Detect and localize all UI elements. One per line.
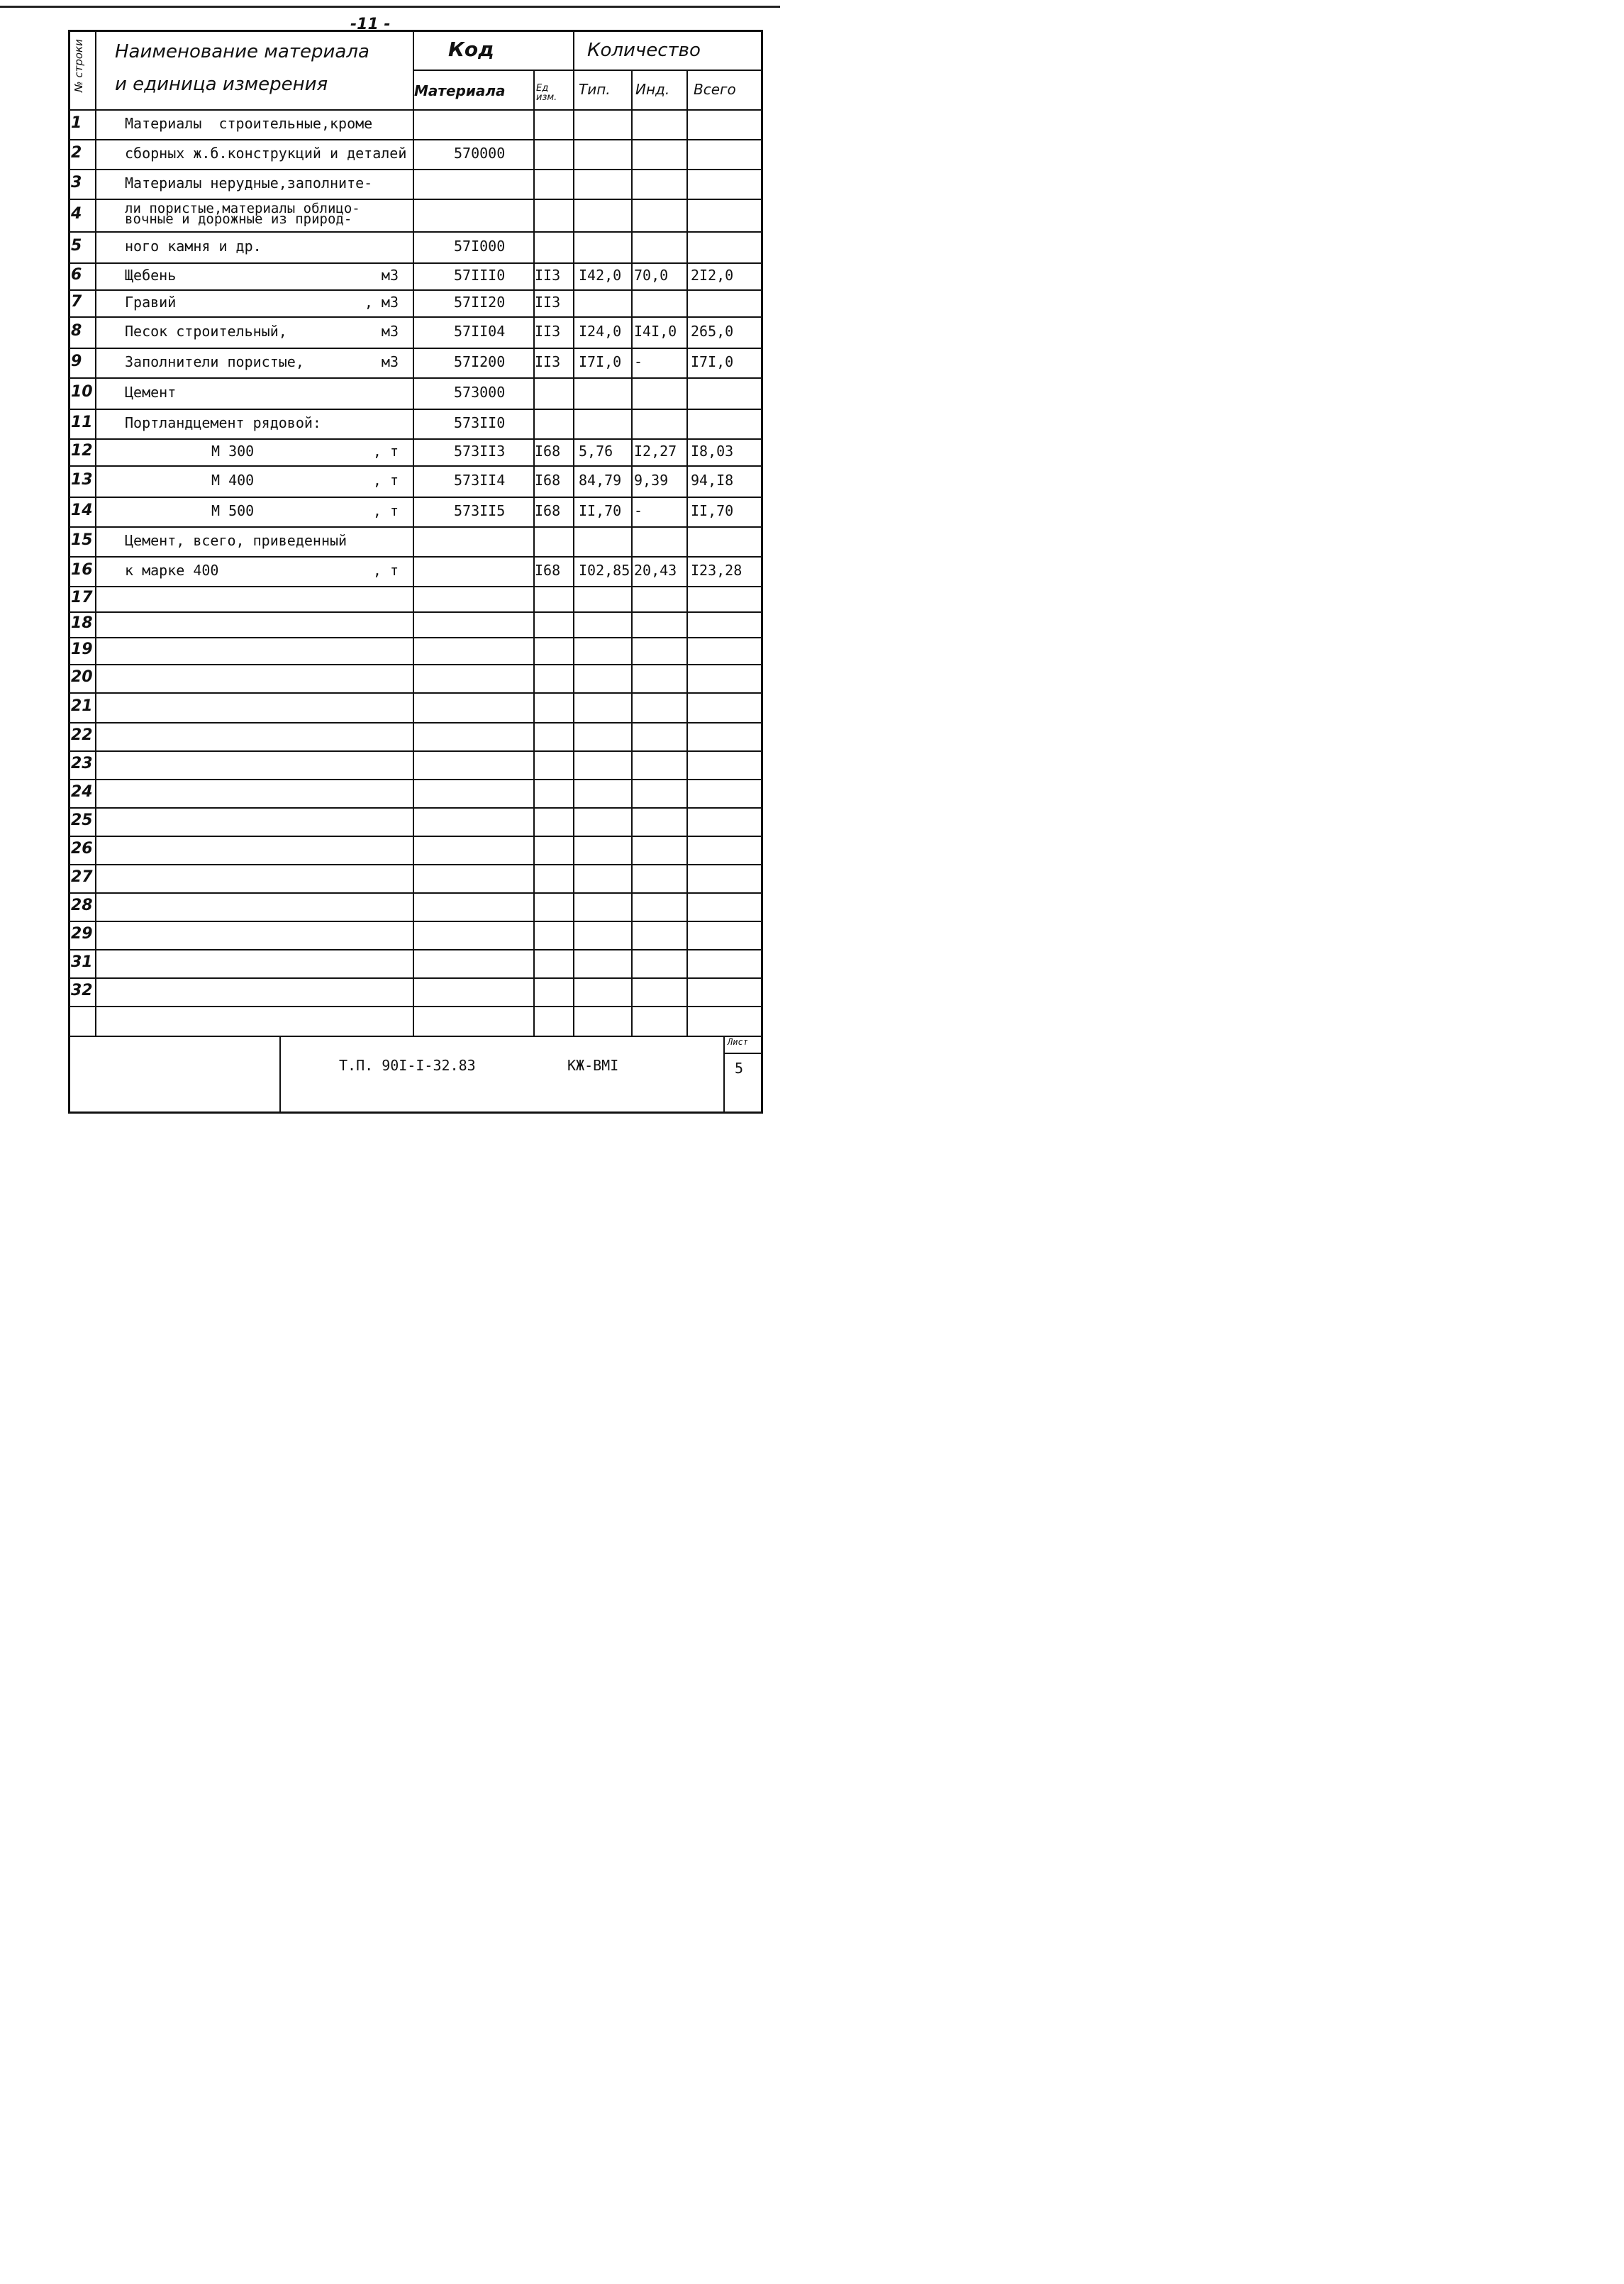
row-number: 19 [71, 641, 93, 658]
row-divider [68, 377, 762, 379]
row-divider [68, 465, 762, 467]
quantity-typ: I24,0 [579, 323, 622, 340]
material-code: 57I000 [454, 238, 506, 255]
row-number: 13 [71, 471, 93, 489]
ind-header: Инд. [635, 81, 670, 98]
material-name: ного камня и др. [125, 238, 262, 255]
row-divider [68, 750, 762, 752]
row-number: 22 [71, 726, 93, 744]
row-number: 3 [71, 174, 82, 192]
row-divider [68, 722, 762, 724]
unit-label: м3 [381, 353, 399, 370]
row-divider [68, 921, 762, 922]
material-name: Цемент, всего, приведенный [125, 532, 347, 549]
unit-label: , т [372, 562, 399, 579]
unit-column-line [573, 30, 574, 1036]
material-name: сборных ж.б.конструкций и деталей [125, 145, 407, 162]
row-number: 28 [71, 897, 93, 914]
ind-column-line [686, 70, 688, 1036]
material-name: М 500 [211, 502, 255, 519]
row-number: 27 [71, 868, 93, 886]
quantity-ind: 9,39 [634, 472, 669, 489]
row-number: 9 [71, 353, 82, 370]
row-number: 6 [71, 266, 82, 284]
material-code: 573II5 [454, 502, 506, 519]
quantity-typ: 84,79 [579, 472, 622, 489]
material-name: Гравий [125, 294, 177, 311]
quantity-total: II,70 [691, 502, 734, 519]
row-number: 16 [71, 561, 93, 579]
row-divider [68, 526, 762, 528]
row-number: 23 [71, 755, 93, 772]
row-number: 7 [71, 293, 82, 311]
row-divider [68, 169, 762, 170]
row-divider [68, 289, 762, 291]
row-number: 32 [71, 982, 93, 999]
stamp-sheet-number: 5 [735, 1060, 744, 1077]
stamp-sheet-divider [723, 1053, 762, 1054]
row-number: 1 [71, 114, 82, 132]
material-code: 573II0 [454, 414, 506, 431]
material-name: Портландцемент рядовой: [125, 414, 321, 431]
material-header: Материала [414, 82, 506, 99]
unit-label: , т [372, 443, 399, 460]
material-name: М 300 [211, 443, 255, 460]
row-divider [68, 199, 762, 200]
unit-code: II3 [535, 294, 561, 311]
row-number: 4 [71, 205, 82, 223]
row-divider [68, 864, 762, 865]
quantity-total: 2I2,0 [691, 267, 734, 284]
unit-code: I68 [535, 472, 561, 489]
row-divider [68, 949, 762, 950]
material-code: 570000 [454, 145, 506, 162]
material-code: 57III0 [454, 267, 506, 284]
row-number: 31 [71, 953, 93, 971]
material-name: М 400 [211, 472, 255, 489]
row-number: 21 [71, 697, 93, 715]
unit-label: , т [372, 472, 399, 489]
row-divider [68, 779, 762, 780]
row-divider [68, 348, 762, 349]
row-divider [68, 139, 762, 140]
total-header: Всего [694, 81, 736, 98]
name-header-line1: Наименование материала [115, 41, 369, 62]
header-bottom-line [68, 109, 762, 111]
row-divider [68, 409, 762, 410]
row-number: 18 [71, 614, 93, 632]
page-number: -11 - [350, 16, 391, 33]
quantity-ind: I2,27 [634, 443, 677, 460]
row-number: 17 [71, 589, 93, 606]
typ-column-line [631, 70, 633, 1036]
name-column-line [413, 30, 414, 1036]
quantity-ind: I4I,0 [634, 323, 677, 340]
material-name: ли пористые,материалы облицо- вочные и дорожные из природ- [125, 201, 360, 227]
row-divider [68, 892, 762, 894]
quantity-total: I23,28 [691, 562, 743, 579]
row-divider [68, 836, 762, 837]
row-number: 10 [71, 383, 93, 401]
row-divider [68, 316, 762, 318]
material-code-column-line [533, 70, 535, 1036]
material-name: Песок строительный, [125, 323, 287, 340]
quantity-ind: 20,43 [634, 562, 677, 579]
row-number: 24 [71, 783, 93, 801]
quantity-ind: 70,0 [634, 267, 669, 284]
top-rule [0, 6, 780, 8]
material-code: 57I200 [454, 353, 506, 370]
row-divider [68, 556, 762, 558]
row-number: 11 [71, 414, 93, 431]
code-header: Код [448, 38, 494, 61]
row-number: 20 [71, 668, 93, 686]
unit-label: м3 [381, 323, 399, 340]
unit-label: , м3 [364, 294, 399, 311]
row-divider [68, 438, 762, 440]
row-divider [68, 664, 762, 665]
row-divider [68, 692, 762, 694]
quantity-total: 94,I8 [691, 472, 734, 489]
row-number: 26 [71, 840, 93, 858]
quantity-typ: 5,76 [579, 443, 613, 460]
row-divider [68, 977, 762, 979]
row-divider [68, 611, 762, 613]
row-divider [68, 1006, 762, 1007]
row-divider [68, 262, 762, 264]
quantity-typ: I7I,0 [579, 353, 622, 370]
row-number-header: № строки [72, 39, 85, 92]
material-name: к марке 400 [125, 562, 219, 579]
row-number: 12 [71, 442, 93, 460]
unit-header: Ед изм. [536, 83, 557, 103]
row-divider [68, 586, 762, 587]
stamp-sheet-label: Лист [728, 1037, 748, 1047]
material-name: Заполнители пористые, [125, 353, 304, 370]
typ-header: Тип. [579, 81, 611, 98]
table-bottom-line [68, 1036, 762, 1037]
unit-code: II3 [535, 353, 561, 370]
unit-code: I68 [535, 562, 561, 579]
material-code: 57II04 [454, 323, 506, 340]
row-divider [68, 637, 762, 638]
unit-code: II3 [535, 267, 561, 284]
row-number: 8 [71, 322, 82, 340]
stamp-right-line [723, 1036, 725, 1112]
material-name: Материалы нерудные,заполните- [125, 174, 373, 192]
quantity-typ: I42,0 [579, 267, 622, 284]
row-divider [68, 231, 762, 233]
row-number: 2 [71, 144, 82, 162]
material-name: Цемент [125, 384, 177, 401]
row-divider [68, 807, 762, 809]
unit-code: II3 [535, 323, 561, 340]
stamp-mark: КЖ-ВМI [567, 1057, 619, 1074]
unit-code: I68 [535, 443, 561, 460]
material-name: Щебень [125, 267, 177, 284]
row-number-column-line [95, 30, 96, 1036]
quantity-ind: - [634, 353, 643, 370]
quantity-ind: - [634, 502, 643, 519]
row-divider [68, 497, 762, 498]
material-code: 573II4 [454, 472, 506, 489]
quantity-total: I8,03 [691, 443, 734, 460]
unit-label: м3 [381, 267, 399, 284]
stamp-left-line [279, 1036, 281, 1112]
material-code: 573000 [454, 384, 506, 401]
row-number: 25 [71, 811, 93, 829]
quantity-typ: II,70 [579, 502, 622, 519]
row-number: 14 [71, 501, 93, 519]
quantity-total: 265,0 [691, 323, 734, 340]
row-number: 5 [71, 237, 82, 255]
row-number: 29 [71, 925, 93, 943]
material-name: Материалы строительные,кроме [125, 115, 373, 132]
material-code: 573II3 [454, 443, 506, 460]
unit-label: , т [372, 502, 399, 519]
row-number: 15 [71, 531, 93, 549]
header-divider [413, 70, 762, 71]
name-header-line2: и единица измерения [115, 74, 328, 95]
material-code: 57II20 [454, 294, 506, 311]
unit-code: I68 [535, 502, 561, 519]
stamp-document-code: Т.П. 90I-I-32.83 [339, 1057, 476, 1074]
quantity-header: Количество [587, 40, 701, 61]
quantity-typ: I02,85 [579, 562, 630, 579]
quantity-total: I7I,0 [691, 353, 734, 370]
